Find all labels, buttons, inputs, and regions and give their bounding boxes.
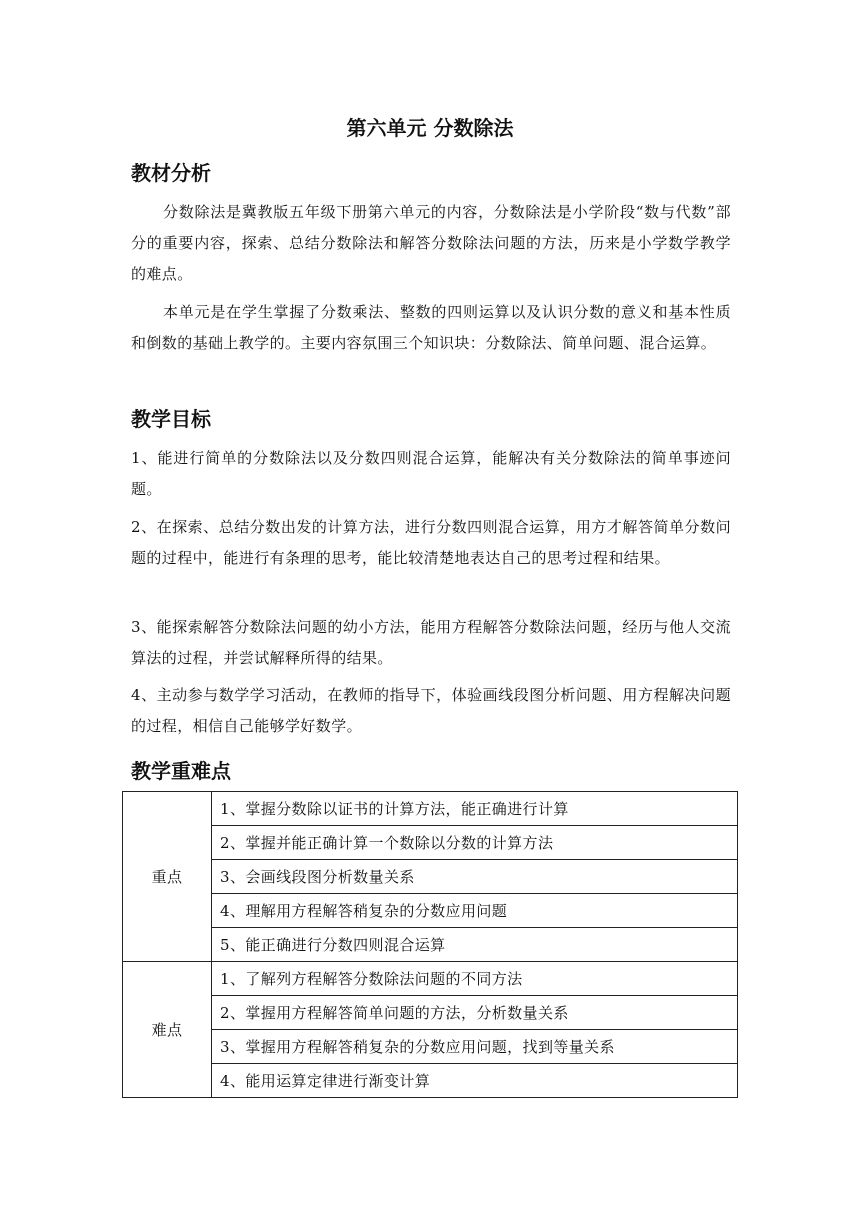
table-row: [123, 894, 738, 928]
objective-item: 1、能进行简单的分数除法以及分数四则混合运算，能解决有关分数除法的简单事迹问题。: [131, 449, 731, 498]
table-row: [123, 826, 738, 860]
objective-item: 3、能探索解答分数除法问题的幼小方法，能用方程解答分数除法问题，经历与他人交流算法的过程，并尝试解释所得的结果。: [131, 618, 731, 667]
table-cell: 5、能正确进行分数四则混合运算: [212, 928, 738, 962]
objective-item: 4、主动参与数学学习活动，在教师的指导下，体验画线段图分析问题、用方程解决问题的过程，相信自己能够学好数学。: [131, 686, 731, 735]
table-row: [123, 1064, 738, 1098]
table-cell: 1、了解列方程解答分数除法问题的不同方法: [212, 962, 738, 996]
objective-item: 2、在探索、总结分数出发的计算方法，进行分数四则混合运算，用方才解答简单分数问题的过程中，能进行有条理的思考，能比较清楚地表达自己的思考过程和结果。: [131, 518, 731, 567]
analysis-paragraph: 分数除法是冀教版五年级下册第六单元的内容，分数除法是小学阶段“数与代数”部分的重要内容，探索、总结分数除法和解答分数除法问题的方法，历来是小学数学教学的难点。: [131, 203, 731, 283]
table-cell: 4、能用运算定律进行渐变计算: [212, 1064, 738, 1098]
table-row: [123, 1030, 738, 1064]
table-cell: 2、掌握并能正确计算一个数除以分数的计算方法: [212, 826, 738, 860]
table-row: [123, 860, 738, 894]
group-label-difficult-points: 难点: [123, 962, 212, 1098]
table-cell: 4、理解用方程解答稍复杂的分数应用问题: [212, 894, 738, 928]
table-row: [123, 996, 738, 1030]
table-cell: 1、掌握分数除以证书的计算方法，能正确进行计算: [212, 792, 738, 826]
table-row: [123, 792, 738, 826]
section-heading-key-points: 教学重难点: [131, 759, 231, 783]
table-row: [123, 928, 738, 962]
table-cell: 2、掌握用方程解答简单问题的方法，分析数量关系: [212, 996, 738, 1030]
document-title: 第六单元 分数除法: [346, 116, 514, 140]
section-heading-analysis: 教材分析: [131, 161, 211, 185]
section-heading-objectives: 教学目标: [131, 407, 211, 431]
key-difficult-points-table: [122, 791, 738, 1098]
table-row: [123, 962, 738, 996]
analysis-paragraph: 本单元是在学生掌握了分数乘法、整数的四则运算以及认识分数的意义和基本性质和倒数的基础上教学的。主要内容氛围三个知识块：分数除法、简单问题、混合运算。: [131, 303, 731, 352]
table-cell: 3、会画线段图分析数量关系: [212, 860, 738, 894]
table-cell: 3、掌握用方程解答稍复杂的分数应用问题，找到等量关系: [212, 1030, 738, 1064]
group-label-key-points: 重点: [123, 792, 212, 962]
